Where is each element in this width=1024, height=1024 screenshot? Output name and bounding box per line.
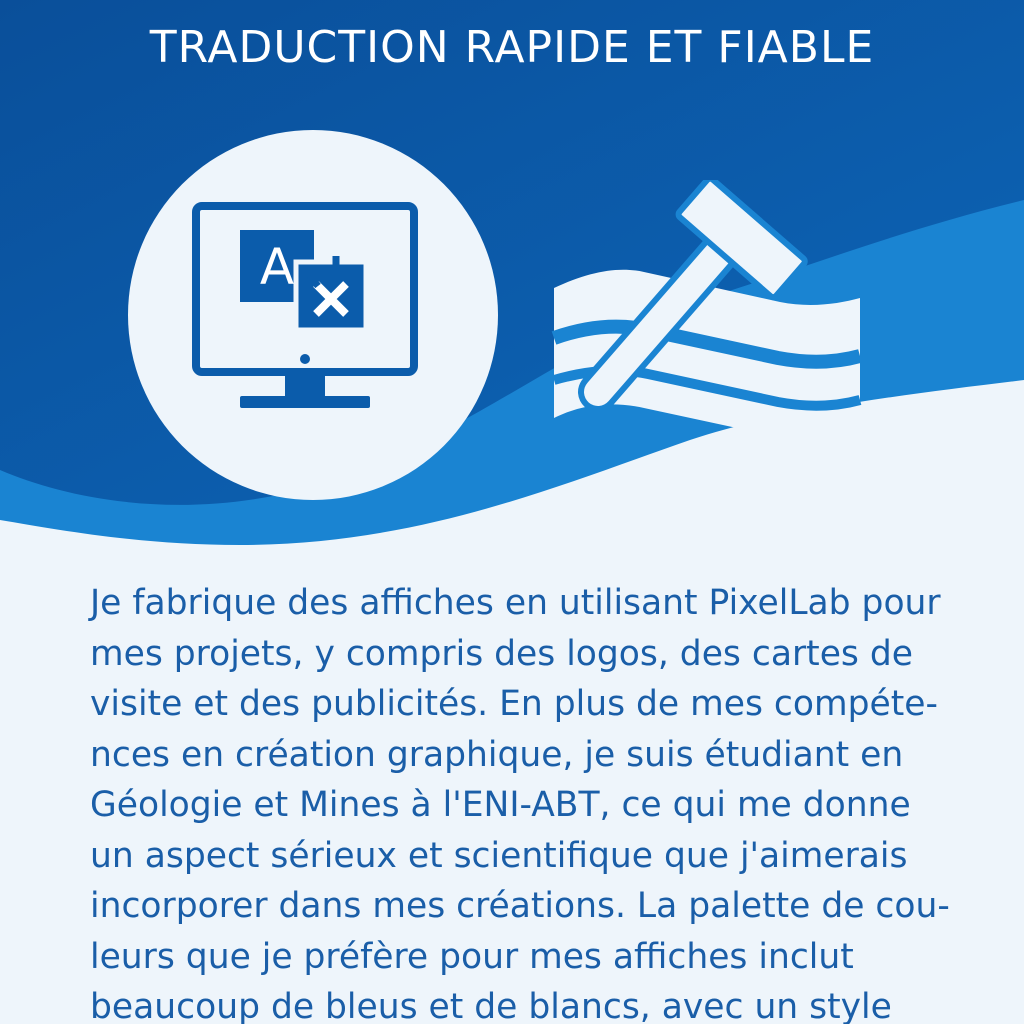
hammer-rock-layers-icon [548,180,868,450]
body-line: incorporer dans mes créations. La palette de cou- [90,886,950,926]
body-line: Je fabrique des affiches en utilisant PixelLab pour [90,583,941,623]
body-line: visite et des publicités. En plus de mes compéte- [90,684,938,724]
body-line: mes projets, y compris des logos, des cartes de [90,633,913,674]
body-line: beaucoup de bleus et de blancs, avec un style [90,987,892,1024]
body-line: Géologie et Mines à l'ENI-ABT, ce qui me donne [90,785,911,825]
body-line: leurs que je préfère pour mes affiches inclut [90,936,854,977]
body-line: un aspect sérieux et scientifique que j'aimerais [90,835,908,876]
icon-circle [128,130,498,500]
body-line: nces en création graphique, je suis étudiant en [90,734,904,775]
body-paragraph [90,578,970,1024]
poster-title: TRADUCTION RAPIDE ET FIABLE [149,22,875,73]
svg-text:A: A [259,238,295,296]
monitor-translate-icon [192,202,418,418]
